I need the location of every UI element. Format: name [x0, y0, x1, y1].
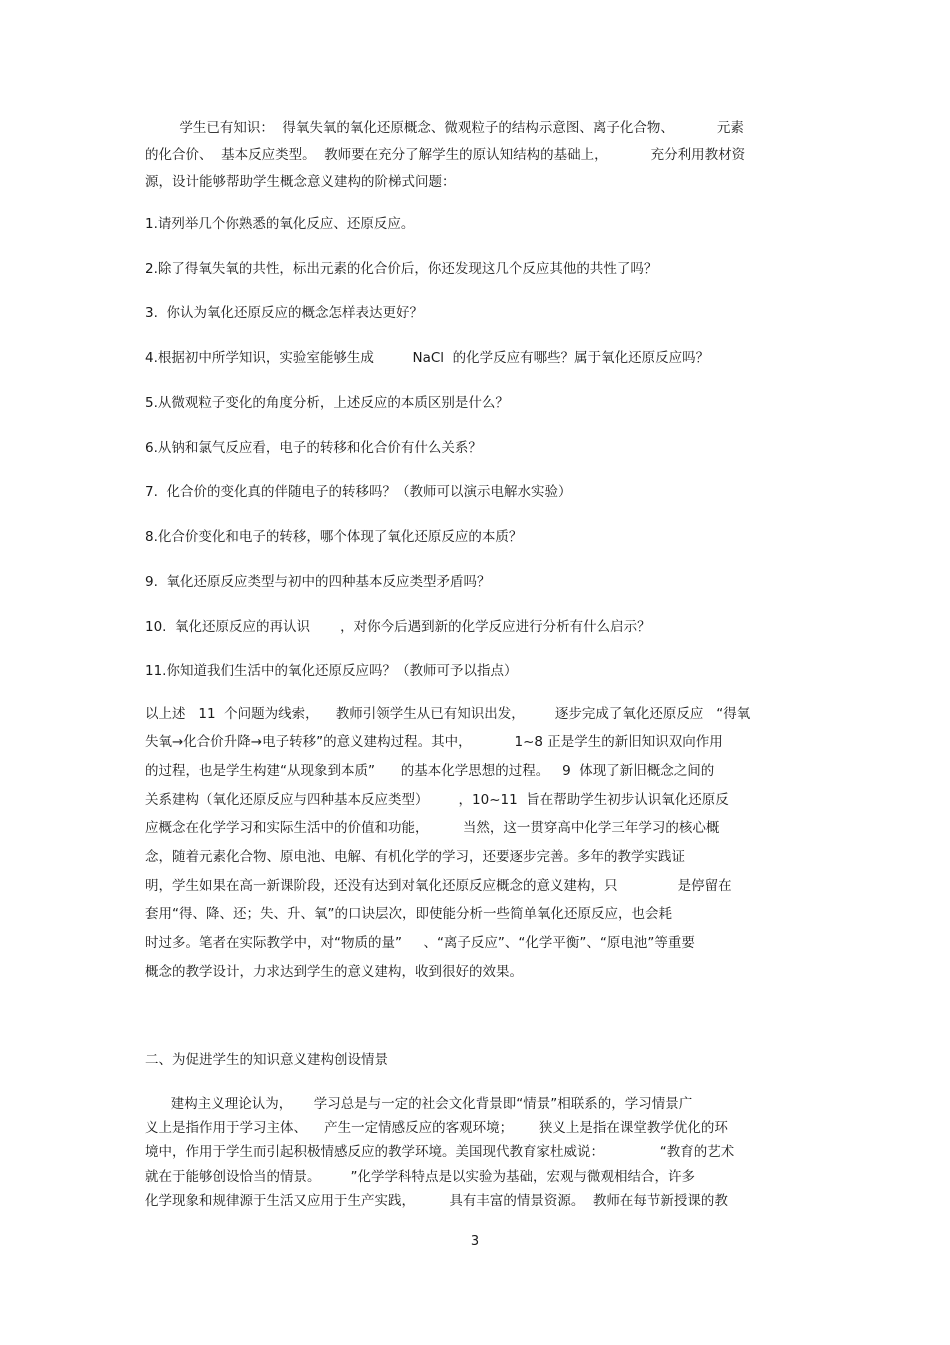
question-item: 1.请列举几个你熟悉的氧化反应、还原反应。 — [145, 216, 415, 232]
text-line: 义上是指作用于学习主体、 产生一定情感反应的客观环境； 狭义上是指在课堂教学优化的环 — [145, 1120, 728, 1136]
section-heading: 二、为促进学生的知识意义建构创设情景 — [145, 1052, 388, 1068]
question-item: 5.从微观粒子变化的角度分析，上述反应的本质区别是什么？ — [145, 395, 509, 411]
text-line: 境中，作用于学生而引起积极情感反应的教学环境。美国现代教育家杜威说： “教育的艺术 — [145, 1144, 735, 1160]
text-line: 念，随着元素化合物、原电池、电解、有机化学的学习，还要逐步完善。多年的教学实践证 — [145, 849, 685, 865]
text-line: 源，设计能够帮助学生概念意义建构的阶梯式问题： — [145, 174, 456, 190]
text-line: 时过多。笔者在实际教学中，对“物质的量” 、“离子反应”、“化学平衡”、“原电池”等重要 — [145, 935, 695, 951]
question-item: 10. 氧化还原反应的再认识 ，对你今后遇到新的化学反应进行分析有什么启示？ — [145, 619, 651, 635]
text-line: 以上述 11 个问题为线索， 教师引领学生从已有知识出发， 逐步完成了氧化还原反应 “得氧 — [145, 706, 751, 722]
page-number: 3 — [470, 1234, 480, 1249]
text-line: 明，学生如果在高一新课阶段，还没有达到对氧化还原反应概念的意义建构，只 是停留在 — [145, 878, 732, 894]
text-line: 建构主义理论认为， 学习总是与一定的社会文化背景即“情景”相联系的，学习情景广 — [145, 1096, 693, 1112]
text-line: 概念的教学设计，力求达到学生的意义建构，收到很好的效果。 — [145, 964, 523, 980]
text-line: 化学现象和规律源于生活又应用于生产实践， 具有丰富的情景资源。 教师在每节新授课的教 — [145, 1193, 728, 1209]
text-line: 关系建构（氧化还原反应与四种基本反应类型） ，10~11 旨在帮助学生初步认识氧化还原反 — [145, 792, 729, 808]
text-line: 学生已有知识： 得氧失氧的氧化还原概念、微观粒子的结构示意图、离子化合物、 元素 — [145, 120, 744, 136]
text-line: 的化合价、 基本反应类型。 教师要在充分了解学生的原认知结构的基础上， 充分利用教材资 — [145, 147, 746, 163]
question-item: 11.你知道我们生活中的氧化还原反应吗？（教师可予以指点） — [145, 663, 518, 679]
question-item: 4.根据初中所学知识，实验室能够生成 NaCl 的化学反应有哪些？属于氧化还原反应吗？ — [145, 350, 710, 366]
question-item: 7. 化合价的变化真的伴随电子的转移吗？（教师可以演示电解水实验） — [145, 484, 572, 500]
text-line: 套用“得、降、还；失、升、氧”的口诀层次，即使能分析一些简单氧化还原反应，也会耗 — [145, 906, 672, 922]
text-line: 应概念在化学学习和实际生活中的价值和功能， 当然，这一贯穿高中化学三年学习的核心概 — [145, 820, 720, 836]
question-item: 2.除了得氧失氧的共性，标出元素的化合价后，你还发现这几个反应其他的共性了吗？ — [145, 261, 658, 277]
question-item: 8.化合价变化和电子的转移，哪个体现了氧化还原反应的本质？ — [145, 529, 523, 545]
question-item: 9. 氧化还原反应类型与初中的四种基本反应类型矛盾吗？ — [145, 574, 491, 590]
text-line: 就在于能够创设恰当的情景。 ”化学学科特点是以实验为基础，宏观与微观相结合，许多 — [145, 1169, 696, 1185]
text-line: 的过程，也是学生构建“从现象到本质” 的基本化学思想的过程。 9 体现了新旧概念之间的 — [145, 763, 715, 779]
question-item: 6.从钠和氯气反应看，电子的转移和化合价有什么关系？ — [145, 440, 482, 456]
question-item: 3. 你认为氧化还原反应的概念怎样表达更好？ — [145, 305, 423, 321]
text-line: 失氧→化合价升降→电子转移”的意义建构过程。其中， 1~8 正是学生的新旧知识双向作用 — [145, 734, 723, 750]
